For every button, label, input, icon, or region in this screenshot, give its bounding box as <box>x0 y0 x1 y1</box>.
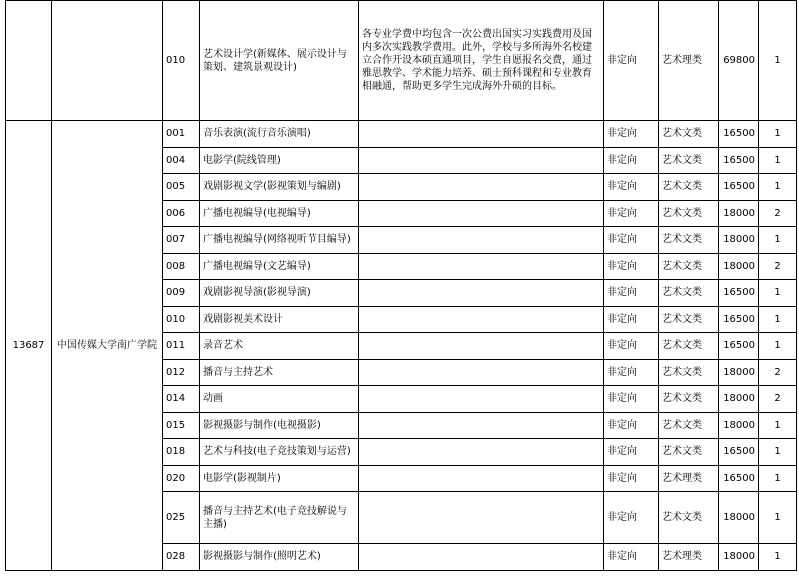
fee: 16500 <box>719 174 759 201</box>
major-code: 020 <box>163 465 200 492</box>
category: 艺术文类 <box>659 121 719 148</box>
note-cell <box>359 200 604 227</box>
school-name: 中国传媒大学南广学院 <box>52 121 163 571</box>
fee: 69800 <box>719 1 759 121</box>
direction: 非定向 <box>604 200 659 227</box>
fee: 18000 <box>719 412 759 439</box>
fee: 16500 <box>719 147 759 174</box>
major-name: 广播电视编导(文艺编导) <box>200 253 359 280</box>
major-name: 戏剧影视文学(影视策划与编剧) <box>200 174 359 201</box>
major-name: 播音与主持艺术(电子竞技解说与主播) <box>200 492 359 544</box>
fee: 16500 <box>719 121 759 148</box>
fee: 18000 <box>719 544 759 571</box>
direction: 非定向 <box>604 147 659 174</box>
note-cell <box>359 412 604 439</box>
direction: 非定向 <box>604 280 659 307</box>
major-name: 戏剧影视导演(影视导演) <box>200 280 359 307</box>
major-code: 015 <box>163 412 200 439</box>
major-code: 014 <box>163 386 200 413</box>
direction: 非定向 <box>604 174 659 201</box>
admission-table <box>5 0 797 571</box>
empty-cell <box>52 1 163 121</box>
major-code: 010 <box>163 1 200 121</box>
category: 艺术理类 <box>659 465 719 492</box>
category: 艺术文类 <box>659 359 719 386</box>
major-name: 艺术设计学(新媒体、展示设计与策划、建筑景观设计) <box>200 1 359 121</box>
fee: 16500 <box>719 465 759 492</box>
direction: 非定向 <box>604 306 659 333</box>
count: 1 <box>759 439 797 466</box>
count: 2 <box>759 359 797 386</box>
fee: 18000 <box>719 227 759 254</box>
note-cell <box>359 253 604 280</box>
fee: 18000 <box>719 386 759 413</box>
note-cell <box>359 121 604 148</box>
direction: 非定向 <box>604 333 659 360</box>
major-code: 025 <box>163 492 200 544</box>
major-name: 动画 <box>200 386 359 413</box>
note-cell <box>359 439 604 466</box>
direction: 非定向 <box>604 1 659 121</box>
major-code: 012 <box>163 359 200 386</box>
count: 1 <box>759 412 797 439</box>
note-cell <box>359 306 604 333</box>
count: 1 <box>759 465 797 492</box>
count: 1 <box>759 492 797 544</box>
category: 艺术文类 <box>659 174 719 201</box>
direction: 非定向 <box>604 465 659 492</box>
major-code: 011 <box>163 333 200 360</box>
count: 1 <box>759 280 797 307</box>
fee: 16500 <box>719 439 759 466</box>
note-text: 各专业学费中均包含一次公费出国实习实践费用及国内多次实践教学费用。此外，学校与多所海外名校建立合作开设本硕直通项目，学生自愿报名交费，通过雅思教学、学术能力培养、硕士预科课程和专业教育相融通，帮助更多学生完成海外升硕的目标。 <box>359 1 604 121</box>
major-name: 电影学(影视制片) <box>200 465 359 492</box>
category: 艺术文类 <box>659 386 719 413</box>
direction: 非定向 <box>604 544 659 571</box>
major-code: 001 <box>163 121 200 148</box>
note-cell <box>359 544 604 571</box>
count: 2 <box>759 253 797 280</box>
fee: 18000 <box>719 492 759 544</box>
note-cell <box>359 492 604 544</box>
major-name: 音乐表演(流行音乐演唱) <box>200 121 359 148</box>
major-code: 009 <box>163 280 200 307</box>
count: 1 <box>759 1 797 121</box>
table-row <box>6 121 797 148</box>
category: 艺术文类 <box>659 253 719 280</box>
major-code: 004 <box>163 147 200 174</box>
category: 艺术文类 <box>659 200 719 227</box>
major-code: 018 <box>163 439 200 466</box>
category: 艺术文类 <box>659 412 719 439</box>
direction: 非定向 <box>604 439 659 466</box>
count: 1 <box>759 333 797 360</box>
major-code: 008 <box>163 253 200 280</box>
fee: 16500 <box>719 280 759 307</box>
fee: 18000 <box>719 253 759 280</box>
count: 1 <box>759 121 797 148</box>
direction: 非定向 <box>604 227 659 254</box>
category: 艺术理类 <box>659 1 719 121</box>
category: 艺术文类 <box>659 333 719 360</box>
note-cell <box>359 174 604 201</box>
fee: 16500 <box>719 333 759 360</box>
major-name: 录音艺术 <box>200 333 359 360</box>
direction: 非定向 <box>604 253 659 280</box>
count: 1 <box>759 544 797 571</box>
major-code: 028 <box>163 544 200 571</box>
empty-cell <box>6 1 52 121</box>
direction: 非定向 <box>604 492 659 544</box>
major-code: 007 <box>163 227 200 254</box>
note-cell <box>359 280 604 307</box>
category: 艺术文类 <box>659 280 719 307</box>
count: 1 <box>759 306 797 333</box>
category: 艺术文类 <box>659 492 719 544</box>
count: 1 <box>759 147 797 174</box>
major-name: 广播电视编导(网络视听节目编导) <box>200 227 359 254</box>
count: 1 <box>759 174 797 201</box>
major-name: 播音与主持艺术 <box>200 359 359 386</box>
major-name: 广播电视编导(电视编导) <box>200 200 359 227</box>
category: 艺术文类 <box>659 306 719 333</box>
fee: 16500 <box>719 306 759 333</box>
note-cell <box>359 359 604 386</box>
major-code: 010 <box>163 306 200 333</box>
direction: 非定向 <box>604 359 659 386</box>
fee: 18000 <box>719 200 759 227</box>
school-id: 13687 <box>6 121 52 571</box>
count: 1 <box>759 227 797 254</box>
note-cell <box>359 227 604 254</box>
note-cell <box>359 333 604 360</box>
count: 2 <box>759 200 797 227</box>
note-cell <box>359 465 604 492</box>
major-name: 戏剧影视美术设计 <box>200 306 359 333</box>
direction: 非定向 <box>604 386 659 413</box>
category: 艺术文类 <box>659 147 719 174</box>
major-name: 影视摄影与制作(照明艺术) <box>200 544 359 571</box>
major-name: 影视摄影与制作(电视摄影) <box>200 412 359 439</box>
table-row <box>6 1 797 121</box>
direction: 非定向 <box>604 412 659 439</box>
note-cell <box>359 386 604 413</box>
major-code: 005 <box>163 174 200 201</box>
category: 艺术文类 <box>659 227 719 254</box>
major-code: 006 <box>163 200 200 227</box>
note-cell <box>359 147 604 174</box>
major-name: 电影学(院线管理) <box>200 147 359 174</box>
count: 2 <box>759 386 797 413</box>
major-name: 艺术与科技(电子竞技策划与运营) <box>200 439 359 466</box>
fee: 18000 <box>719 359 759 386</box>
direction: 非定向 <box>604 121 659 148</box>
category: 艺术文类 <box>659 439 719 466</box>
category: 艺术理类 <box>659 544 719 571</box>
